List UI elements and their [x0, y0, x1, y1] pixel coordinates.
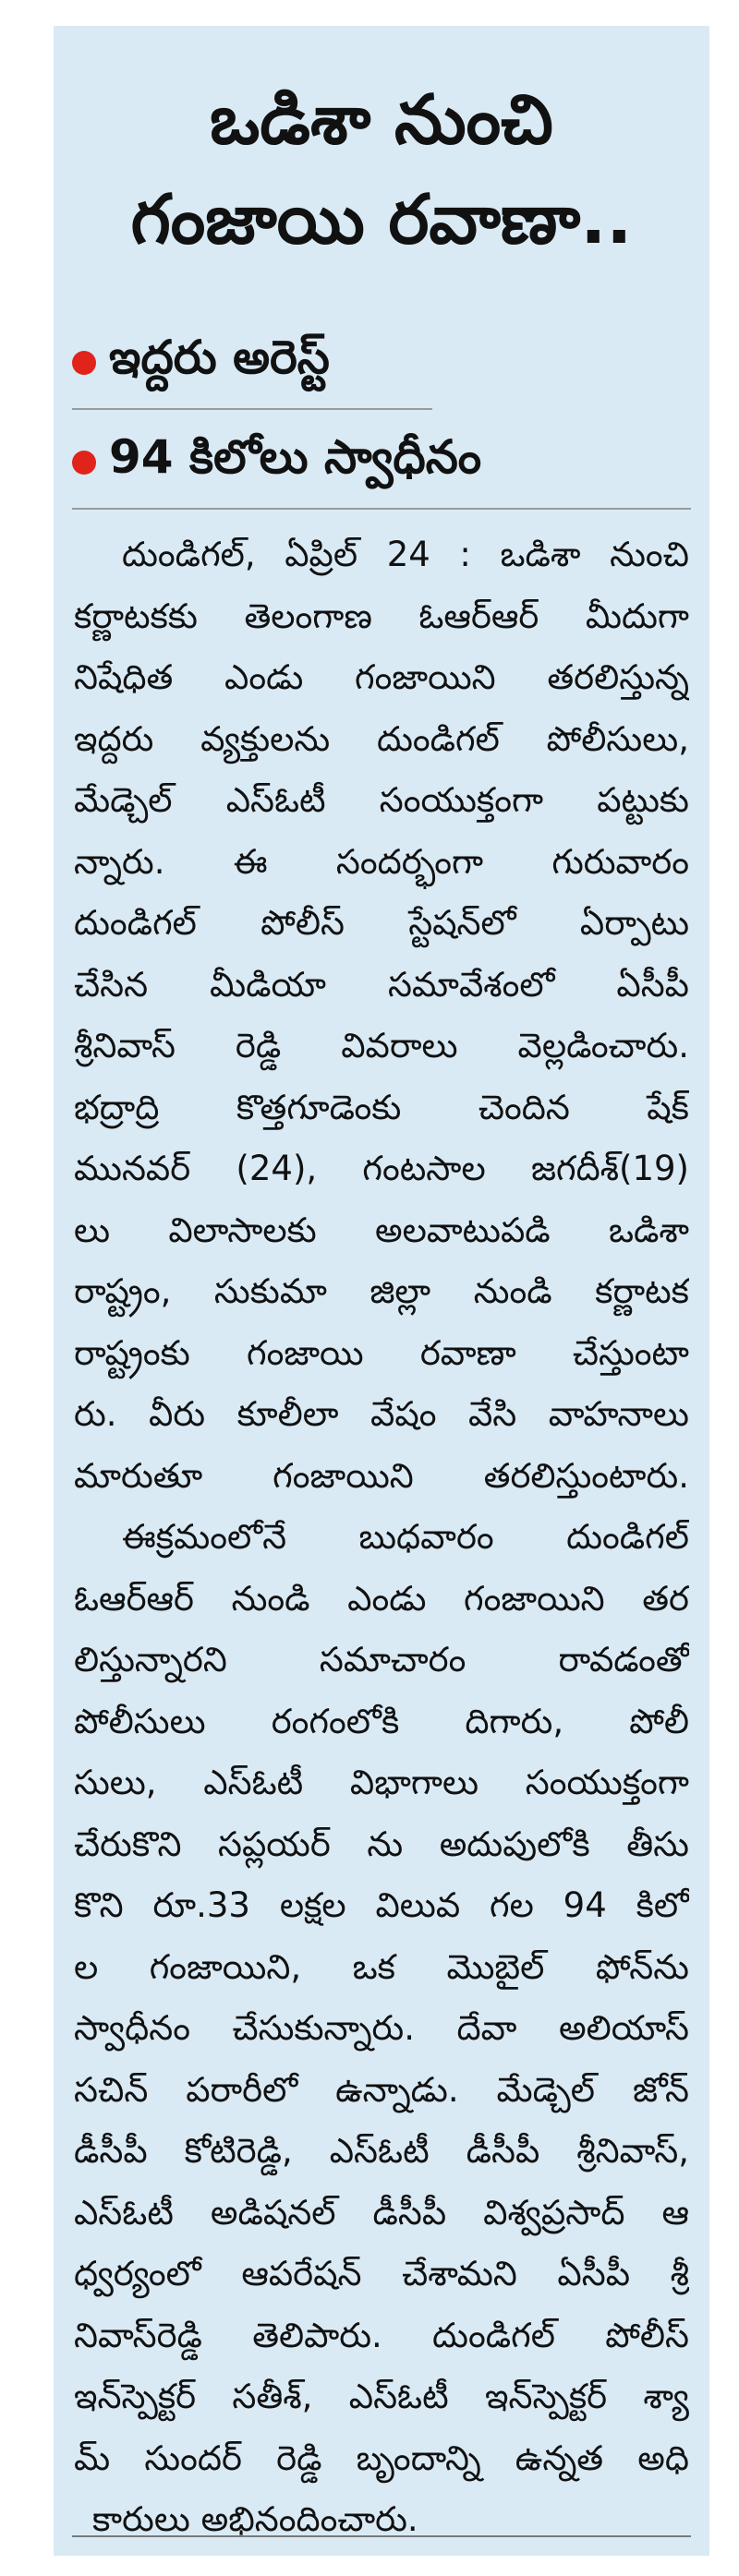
body-line: లు విలాసాలకు అలవాటుపడి ఒడిశా	[74, 1210, 689, 1250]
headline-line-1: ఒడిశా నుంచి	[210, 80, 553, 160]
article-body	[74, 524, 689, 2551]
body-line: సులు, ఎస్ఓటీ విభాగాలు సంయుక్తంగా	[74, 1763, 689, 1802]
body-line: దుండిగల్, ఏప్రిల్ 24 : ఒడిశా నుంచి	[122, 535, 689, 574]
body-line: ఓఆర్ఆర్ నుండి ఎండు గంజాయిని తర	[74, 1578, 689, 1619]
body-line: మారుతూ గంజాయిని తరలిస్తుంటారు.	[74, 1455, 689, 1496]
body-line: కొని రూ.33 లక్షల విలువ గల 94 కిలో	[74, 1885, 689, 1925]
body-line: సచిన్ పరారీలో ఉన్నాడు. మేడ్చెల్ జోన్	[74, 2069, 689, 2110]
body-line: మేడ్చెల్ ఎస్ఓటీ సంయుక్తంగా పట్టుకు	[74, 780, 689, 820]
body-line: ల గంజాయిని, ఒక మొబైల్ ఫోన్‌ను	[74, 1946, 689, 1987]
body-line: రాష్ట్రం, సుకుమా జిల్లా నుండి కర్ణాటక	[74, 1271, 689, 1311]
body-line: డీసీపీ కోటిరెడ్డి, ఎస్ఓటీ డీసీపీ శ్రీనివాస్,	[74, 2131, 689, 2171]
body-line: కర్ణాటకకు తెలంగాణ ఓఆర్ఆర్ మీదుగా	[74, 596, 689, 636]
body-line: మునవర్ (24), గంటసాల జగదీశ్(19)	[74, 1149, 689, 1188]
subhead-arrest-text: ఇద్దరు అరెస్ట్	[109, 330, 330, 384]
body-line: రాష్ట్రంకు గంజాయి రవాణా చేస్తుంటా	[74, 1332, 689, 1373]
subhead-seized	[72, 430, 481, 495]
subhead-seized-text: 94 కిలోలు స్వాధీనం	[109, 429, 482, 484]
body-line: నిషేధిత ఎండు గంజాయిని తరలిస్తున్న	[74, 657, 689, 697]
subhead-arrest	[72, 331, 330, 395]
body-line: లిస్తున్నారని సమాచారం రావడంతో	[74, 1640, 689, 1679]
body-line: పోలీసులు రంగంలోకి దిగారు, పోలీ	[74, 1701, 689, 1741]
body-line: నివాస్‌రెడ్డి తెలిపారు. దుండిగల్ పోలీస్	[74, 2315, 689, 2355]
body-line: మ్ సుందర్ రెడ్డి బృందాన్ని ఉన్నత అధి	[74, 2438, 689, 2478]
body-line: శ్రీనివాస్ రెడ్డి వివరాలు వెల్లడించారు.	[74, 1026, 689, 1065]
body-line: దుండిగల్ పోలీస్ స్టేషన్‌లో ఏర్పాటు	[74, 903, 689, 943]
red-bullet-icon	[72, 451, 96, 475]
body-line: చేసిన మీడియా సమావేశంలో ఏసీపీ	[74, 964, 689, 1005]
body-line: ఇన్‌స్పెక్టర్ సతీశ్, ఎస్ఓటీ ఇన్‌స్పెక్టర్ శ్యా	[74, 2377, 689, 2416]
body-line: ఈక్రమంలోనే బుధవారం దుండిగల్	[122, 1517, 689, 1557]
body-line: స్వాధీనం చేసుకున్నారు. దేవా అలియాస్	[74, 2008, 689, 2048]
body-line: భద్రాద్రి కొత్తగూడెంకు చెందిన షేక్	[74, 1087, 689, 1127]
body-line: చేరుకొని సప్లయర్ ను అదుపులోకి తీసు	[74, 1824, 689, 1864]
headline-line-2: గంజాయి రవాణా..	[130, 180, 633, 259]
body-line: ఎస్ఓటీ అడిషనల్ డీసీపీ విశ్వప్రసాద్ ఆ	[74, 2192, 689, 2233]
bottom-divider	[72, 2535, 691, 2537]
body-line: రు. వీరు కూలీలా వేషం వేసి వాహనాలు	[74, 1394, 689, 1434]
subhead-divider	[72, 408, 432, 410]
red-bullet-icon	[72, 351, 96, 375]
body-line: కారులు అభినందించారు.	[92, 2499, 418, 2539]
news-clipping	[54, 26, 709, 2556]
body-line: ధ్వర్యంలో ఆపరేషన్ చేశామని ఏసీపీ శ్రీ	[74, 2254, 689, 2293]
body-line: ఇద్దరు వ్యక్తులను దుండిగల్ పోలీసులు,	[74, 718, 689, 759]
body-line: న్నారు. ఈ సందర్భంగా గురువారం	[74, 841, 689, 882]
subhead-divider	[72, 508, 691, 510]
